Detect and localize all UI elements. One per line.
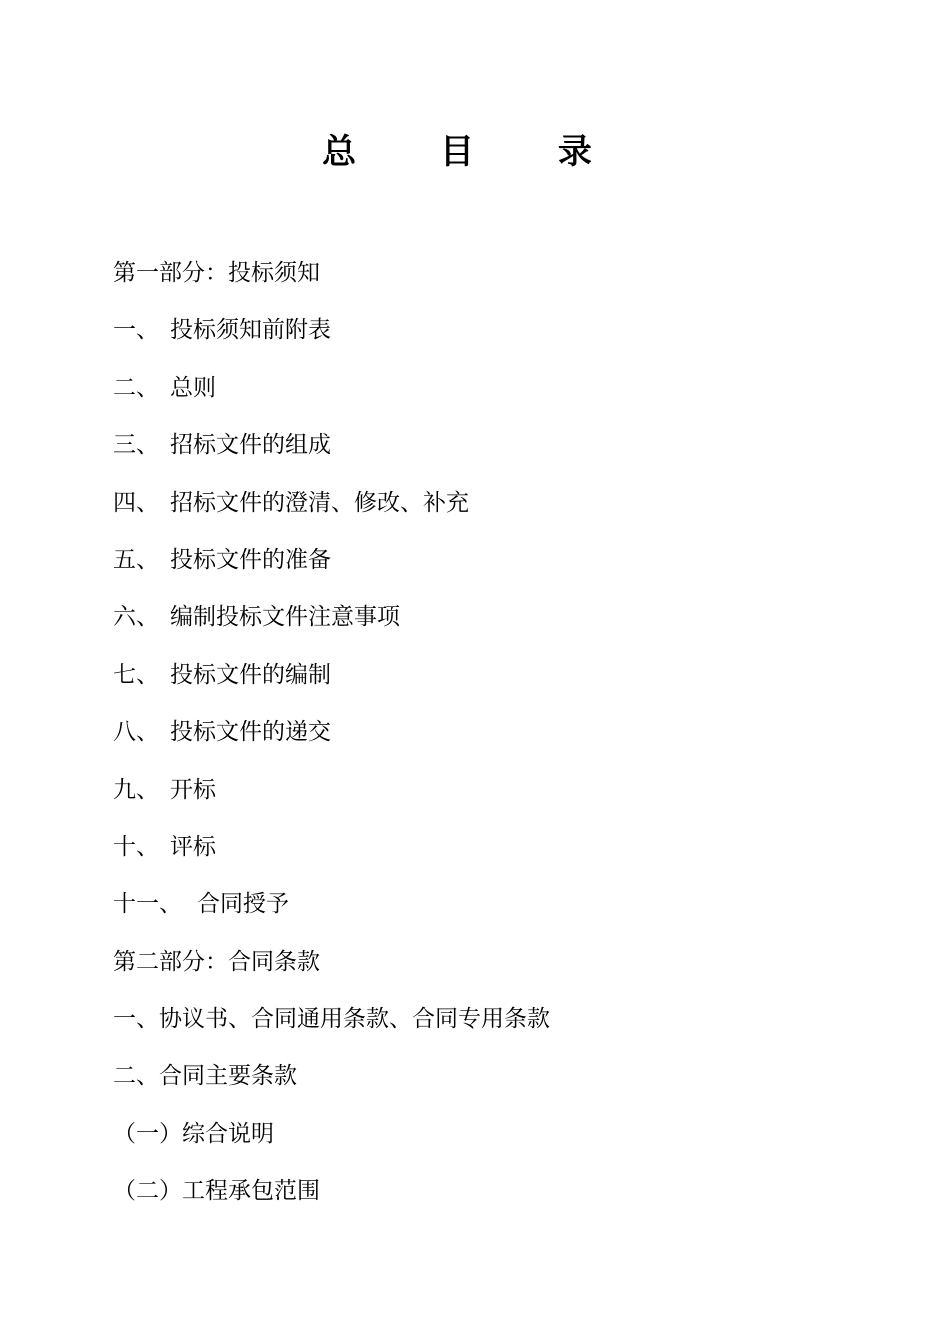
toc-subitem bbox=[113, 1115, 550, 1172]
toc-part-heading bbox=[113, 943, 550, 1000]
toc-number: 八、 bbox=[113, 719, 159, 746]
toc-text: 编制投标文件注意事项 bbox=[170, 604, 400, 631]
toc-text: 开标 bbox=[170, 776, 216, 803]
toc-item bbox=[113, 426, 550, 483]
toc-item bbox=[113, 541, 550, 598]
toc-text: 第二部分：合同条款 bbox=[113, 948, 320, 975]
toc-item bbox=[113, 885, 550, 942]
toc-text: （一）综合说明 bbox=[113, 1120, 274, 1147]
toc-text: （二）工程承包范围 bbox=[113, 1178, 320, 1205]
toc-item bbox=[113, 1000, 550, 1057]
toc-text: 招标文件的组成 bbox=[170, 432, 331, 459]
toc-text: 二、合同主要条款 bbox=[113, 1063, 297, 1090]
toc-number: 十一、 bbox=[113, 891, 182, 918]
toc-text: 投标文件的递交 bbox=[170, 719, 331, 746]
toc-item bbox=[113, 1057, 550, 1114]
toc-subitem bbox=[113, 1172, 550, 1229]
toc-item bbox=[113, 311, 550, 368]
toc-item bbox=[113, 369, 550, 426]
toc-item bbox=[113, 828, 550, 885]
toc-text: 评标 bbox=[170, 833, 216, 860]
toc-item bbox=[113, 598, 550, 655]
toc-number: 七、 bbox=[113, 661, 159, 688]
toc-number: 六、 bbox=[113, 604, 159, 631]
toc-text: 合同授予 bbox=[197, 891, 289, 918]
toc-number: 十、 bbox=[113, 833, 159, 860]
document-title: 总 目 录 bbox=[322, 132, 628, 172]
toc-text: 投标文件的准备 bbox=[170, 546, 331, 573]
toc-part-heading bbox=[113, 254, 550, 311]
toc-item bbox=[113, 713, 550, 770]
table-of-contents bbox=[113, 254, 550, 1230]
toc-number: 四、 bbox=[113, 489, 159, 516]
toc-text: 第一部分：投标须知 bbox=[113, 260, 320, 286]
toc-text: 总则 bbox=[170, 374, 216, 401]
toc-text: 一、协议书、合同通用条款、合同专用条款 bbox=[113, 1006, 550, 1033]
toc-number: 九、 bbox=[113, 776, 159, 803]
toc-item bbox=[113, 656, 550, 713]
toc-number: 二、 bbox=[113, 374, 159, 401]
toc-text: 投标须知前附表 bbox=[170, 317, 331, 344]
toc-item bbox=[113, 771, 550, 828]
toc-item bbox=[113, 484, 550, 541]
toc-number: 五、 bbox=[113, 546, 159, 573]
toc-text: 投标文件的编制 bbox=[170, 661, 331, 688]
toc-number: 一、 bbox=[113, 317, 159, 344]
toc-text: 招标文件的澄清、修改、补充 bbox=[170, 489, 469, 516]
toc-number: 三、 bbox=[113, 432, 159, 459]
